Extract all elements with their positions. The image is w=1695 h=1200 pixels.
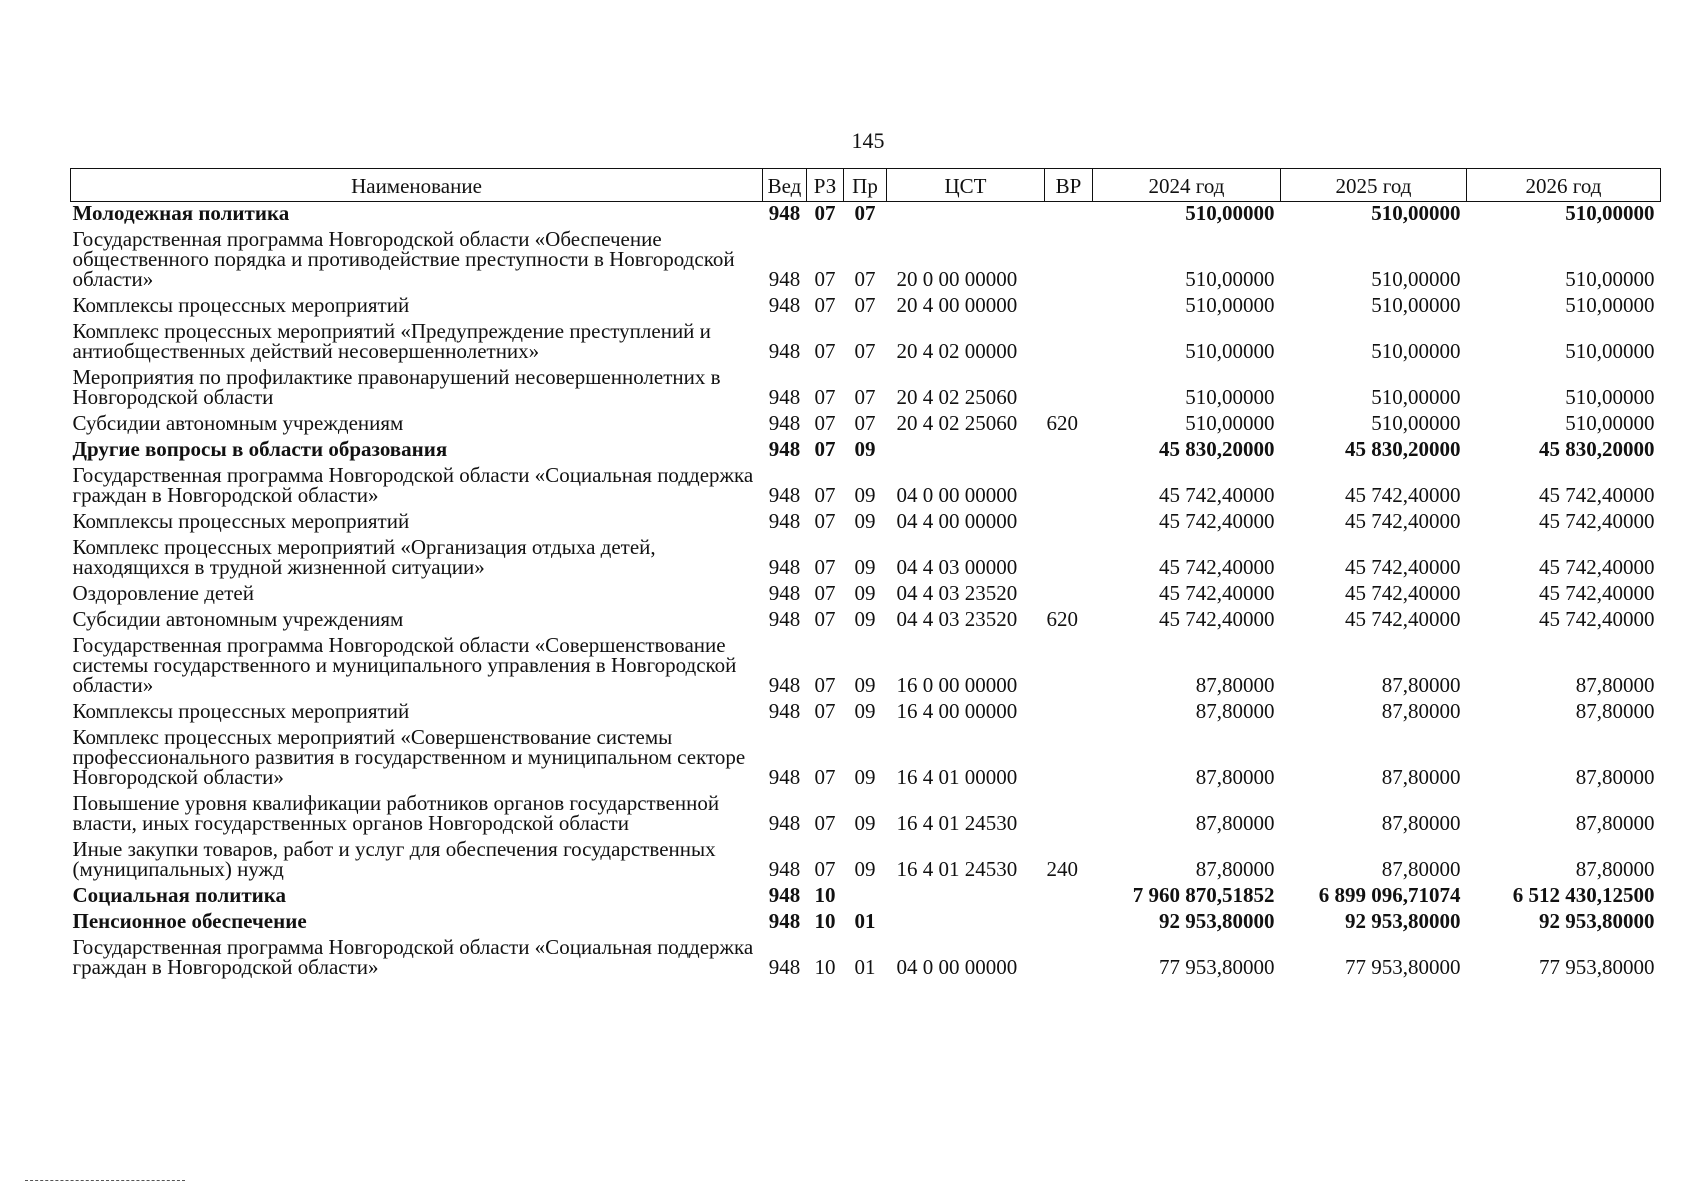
cell-2025: 510,00000 (1371, 293, 1461, 317)
cell-vr (1045, 792, 1093, 838)
cell-vr (1045, 510, 1093, 536)
cell-vr (1045, 536, 1093, 582)
table-row (71, 464, 1661, 510)
cell-name: Комплексы процессных мероприятий (72, 509, 410, 533)
cell-name: Комплексы процессных мероприятий (72, 699, 410, 723)
cell-rz: 07 (814, 483, 836, 507)
cell-ved: 948 (768, 293, 801, 317)
cell-ved: 948 (768, 857, 801, 881)
cell-pr: 07 (854, 201, 876, 225)
cell-rz: 07 (814, 673, 836, 697)
cell-2025: 510,00000 (1371, 201, 1461, 225)
cell-vr (1045, 634, 1093, 700)
cell-cst: 16 0 00 00000 (896, 673, 1018, 697)
table-row (71, 936, 1661, 982)
header-row (71, 169, 1661, 202)
cell-vr: 620 (1046, 607, 1078, 631)
cell-pr: 09 (854, 555, 876, 579)
cell-2024: 87,80000 (1195, 811, 1275, 835)
cell-rz: 07 (814, 509, 836, 533)
cell-rz: 07 (814, 555, 836, 579)
cell-vr (1045, 884, 1093, 910)
cell-rz: 07 (814, 201, 836, 225)
cell-pr: 09 (854, 509, 876, 533)
cell-ved: 948 (768, 555, 801, 579)
cell-2024: 510,00000 (1185, 293, 1275, 317)
cell-name: Мероприятия по профилактике правонарушений несовершеннолетних в Новгородской области (72, 365, 721, 409)
cell-cst (887, 884, 1045, 910)
cell-name: Субсидии автономным учреждениям (72, 607, 404, 631)
cell-name: Государственная программа Новгородской области «Социальная поддержка граждан в Новгородской области» (72, 935, 754, 979)
cell-pr: 07 (854, 267, 876, 291)
cell-2024: 510,00000 (1185, 385, 1275, 409)
cell-vr (1045, 202, 1093, 229)
cell-vr (1045, 228, 1093, 294)
budget-table-container (70, 168, 1660, 982)
cell-2025: 510,00000 (1371, 411, 1461, 435)
cell-cst: 16 4 01 24530 (896, 857, 1018, 881)
cell-2024: 510,00000 (1185, 267, 1275, 291)
cell-pr: 09 (854, 673, 876, 697)
cell-2025: 77 953,80000 (1345, 955, 1461, 979)
cell-2026: 510,00000 (1565, 293, 1655, 317)
cell-2026: 45 742,40000 (1539, 509, 1655, 533)
cell-cst: 20 4 02 25060 (896, 411, 1018, 435)
cell-name: Государственная программа Новгородской области «Социальная поддержка граждан в Новгородской области» (72, 463, 754, 507)
cell-2026: 510,00000 (1565, 385, 1655, 409)
table-row (71, 700, 1661, 726)
cell-vr (1045, 464, 1093, 510)
header-rz: РЗ (807, 169, 844, 202)
cell-2025: 45 742,40000 (1345, 607, 1461, 631)
cell-2024: 45 742,40000 (1159, 509, 1275, 533)
cell-2025: 510,00000 (1371, 267, 1461, 291)
cell-vr (1045, 726, 1093, 792)
table-row (71, 366, 1661, 412)
page-number: 145 (851, 128, 885, 153)
cell-name: Комплекс процессных мероприятий «Совершенствование системы профессионального развития в государственном и муниципальном секторе Новгородской области» (72, 725, 746, 789)
cell-pr: 01 (854, 955, 876, 979)
cell-2025: 92 953,80000 (1345, 909, 1461, 933)
cell-cst: 04 4 03 23520 (896, 607, 1018, 631)
cell-pr: 09 (854, 857, 876, 881)
cell-2026: 510,00000 (1565, 339, 1655, 363)
cell-ved: 948 (768, 385, 801, 409)
cell-ved: 948 (768, 607, 801, 631)
cell-2024: 77 953,80000 (1159, 955, 1275, 979)
cell-rz: 07 (814, 339, 836, 363)
cell-2024: 45 742,40000 (1159, 483, 1275, 507)
cell-name: Комплекс процессных мероприятий «Организация отдыха детей, находящихся в трудной жизненной ситуации» (72, 535, 656, 579)
header-vr: ВР (1045, 169, 1093, 202)
cell-name: Иные закупки товаров, работ и услуг для обеспечения государственных (муниципальных) нужд (72, 837, 716, 881)
cell-cst: 04 4 03 23520 (896, 581, 1018, 605)
cell-pr: 07 (854, 411, 876, 435)
cell-2024: 45 742,40000 (1159, 607, 1275, 631)
table-row (71, 726, 1661, 792)
cell-2026: 45 742,40000 (1539, 581, 1655, 605)
cell-2026: 87,80000 (1575, 811, 1655, 835)
cell-2024: 45 742,40000 (1159, 555, 1275, 579)
cell-ved: 948 (768, 267, 801, 291)
cell-2026: 77 953,80000 (1539, 955, 1655, 979)
cell-rz: 07 (814, 411, 836, 435)
cell-2025: 45 742,40000 (1345, 581, 1461, 605)
cell-pr: 09 (854, 699, 876, 723)
cell-2026: 45 742,40000 (1539, 607, 1655, 631)
cell-ved: 948 (768, 673, 801, 697)
cell-2024: 87,80000 (1195, 673, 1275, 697)
cell-ved: 948 (768, 811, 801, 835)
cell-rz: 07 (814, 293, 836, 317)
cell-pr: 01 (854, 909, 876, 933)
cell-rz: 07 (814, 811, 836, 835)
cell-pr: 09 (854, 607, 876, 631)
table-row (71, 412, 1661, 438)
cell-2024: 510,00000 (1185, 411, 1275, 435)
cell-vr: 240 (1046, 857, 1078, 881)
cell-2024: 510,00000 (1185, 201, 1275, 225)
cell-ved: 948 (768, 201, 801, 225)
cell-2024: 92 953,80000 (1159, 909, 1275, 933)
table-row (71, 202, 1661, 229)
table-row (71, 294, 1661, 320)
cell-cst: 20 0 00 00000 (896, 267, 1018, 291)
cell-ved: 948 (768, 437, 801, 461)
cell-rz: 07 (814, 267, 836, 291)
table-row (71, 838, 1661, 884)
cell-cst: 04 0 00 00000 (896, 483, 1018, 507)
cell-ved: 948 (768, 955, 801, 979)
cell-name: Государственная программа Новгородской области «Обеспечение общественного порядка и противодействие преступности в Новгородской области» (72, 227, 735, 291)
cell-rz: 07 (814, 607, 836, 631)
cell-rz: 07 (814, 857, 836, 881)
cell-2025: 87,80000 (1381, 699, 1461, 723)
cell-ved: 948 (768, 909, 801, 933)
cell-2025: 45 742,40000 (1345, 483, 1461, 507)
cell-ved: 948 (768, 411, 801, 435)
cell-2024: 7 960 870,51852 (1132, 883, 1275, 907)
cell-name: Молодежная политика (72, 201, 290, 225)
cell-rz: 07 (814, 699, 836, 723)
cell-rz: 07 (814, 581, 836, 605)
cell-ved: 948 (768, 339, 801, 363)
header-2024: 2024 год (1093, 169, 1281, 202)
cell-vr (1045, 366, 1093, 412)
cell-pr: 09 (854, 581, 876, 605)
cell-2026: 87,80000 (1575, 699, 1655, 723)
table-row (71, 910, 1661, 936)
cell-pr: 07 (854, 339, 876, 363)
cell-2025: 45 830,20000 (1345, 437, 1461, 461)
cell-2025: 510,00000 (1371, 339, 1461, 363)
cell-name: Комплексы процессных мероприятий (72, 293, 410, 317)
cell-2024: 45 830,20000 (1159, 437, 1275, 461)
cell-cst: 16 4 01 24530 (896, 811, 1018, 835)
table-row (71, 536, 1661, 582)
cell-vr (1045, 320, 1093, 366)
cell-2025: 87,80000 (1381, 857, 1461, 881)
cell-2025: 87,80000 (1381, 811, 1461, 835)
cell-pr (844, 884, 887, 910)
cell-cst: 20 4 02 00000 (896, 339, 1018, 363)
table-row (71, 510, 1661, 536)
cell-vr (1045, 910, 1093, 936)
cell-2025: 45 742,40000 (1345, 509, 1461, 533)
table-row (71, 634, 1661, 700)
cell-vr (1045, 438, 1093, 464)
cell-2025: 6 899 096,71074 (1318, 883, 1461, 907)
cell-name: Пенсионное обеспечение (72, 909, 307, 933)
cell-cst: 20 4 00 00000 (896, 293, 1018, 317)
header-cst: ЦСТ (887, 169, 1045, 202)
budget-table (70, 168, 1661, 982)
cell-rz: 10 (814, 909, 836, 933)
header-ved: Вед (763, 169, 807, 202)
cell-cst: 04 0 00 00000 (896, 955, 1018, 979)
cell-2024: 510,00000 (1185, 339, 1275, 363)
cell-vr (1045, 700, 1093, 726)
cell-2026: 87,80000 (1575, 857, 1655, 881)
cell-2024: 45 742,40000 (1159, 581, 1275, 605)
cell-2025: 45 742,40000 (1345, 555, 1461, 579)
cell-2026: 45 742,40000 (1539, 555, 1655, 579)
header-name: Наименование (71, 169, 763, 202)
cell-rz: 07 (814, 385, 836, 409)
cell-pr: 07 (854, 385, 876, 409)
cell-cst: 16 4 00 00000 (896, 699, 1018, 723)
cell-ved: 948 (768, 765, 801, 789)
cell-rz: 07 (814, 437, 836, 461)
cell-cst: 04 4 00 00000 (896, 509, 1018, 533)
cell-cst (887, 438, 1045, 464)
cell-name: Повышение уровня квалификации работников органов государственной власти, иных государственных органов Новгородской области (72, 791, 720, 835)
cell-2025: 87,80000 (1381, 765, 1461, 789)
cell-name: Государственная программа Новгородской области «Совершенствование системы государственного и муниципального управления в Новгородской области» (72, 633, 737, 697)
cell-2026: 87,80000 (1575, 673, 1655, 697)
cell-2026: 510,00000 (1565, 411, 1655, 435)
cell-2026: 6 512 430,12500 (1512, 883, 1655, 907)
cell-2026: 87,80000 (1575, 765, 1655, 789)
cell-name: Оздоровление детей (72, 581, 254, 605)
cell-cst: 20 4 02 25060 (896, 385, 1018, 409)
table-body (71, 202, 1661, 983)
cell-name: Социальная политика (72, 883, 287, 907)
table-row (71, 438, 1661, 464)
cell-2026: 510,00000 (1565, 267, 1655, 291)
cell-pr: 07 (854, 293, 876, 317)
cell-ved: 948 (768, 699, 801, 723)
cell-2024: 87,80000 (1195, 765, 1275, 789)
cell-2024: 87,80000 (1195, 699, 1275, 723)
cell-cst (887, 910, 1045, 936)
cell-cst (887, 202, 1045, 229)
cell-2026: 510,00000 (1565, 201, 1655, 225)
table-row (71, 228, 1661, 294)
cell-2025: 87,80000 (1381, 673, 1461, 697)
header-2026: 2026 год (1467, 169, 1661, 202)
cell-pr: 09 (854, 811, 876, 835)
cell-vr (1045, 582, 1093, 608)
cell-name: Комплекс процессных мероприятий «Предупреждение преступлений и антиобщественных действий несовершеннолетних» (72, 319, 711, 363)
cell-2026: 45 830,20000 (1539, 437, 1655, 461)
table-row (71, 792, 1661, 838)
cell-2024: 87,80000 (1195, 857, 1275, 881)
table-row (71, 582, 1661, 608)
header-2025: 2025 год (1281, 169, 1467, 202)
header-pr: Пр (844, 169, 887, 202)
cell-pr: 09 (854, 483, 876, 507)
cell-cst: 04 4 03 00000 (896, 555, 1018, 579)
cell-pr: 09 (854, 765, 876, 789)
cell-rz: 10 (814, 955, 836, 979)
table-row (71, 884, 1661, 910)
cell-ved: 948 (768, 509, 801, 533)
cell-pr: 09 (854, 437, 876, 461)
cell-vr (1045, 936, 1093, 982)
cell-ved: 948 (768, 483, 801, 507)
table-row (71, 608, 1661, 634)
cell-2026: 45 742,40000 (1539, 483, 1655, 507)
table-header (71, 169, 1661, 202)
cell-name: Субсидии автономным учреждениям (72, 411, 404, 435)
cell-ved: 948 (768, 581, 801, 605)
footer-divider (25, 1180, 185, 1181)
cell-rz: 07 (814, 765, 836, 789)
cell-vr: 620 (1046, 411, 1078, 435)
cell-ved: 948 (768, 883, 801, 907)
cell-name: Другие вопросы в области образования (72, 437, 448, 461)
table-row (71, 320, 1661, 366)
cell-vr (1045, 294, 1093, 320)
cell-cst: 16 4 01 00000 (896, 765, 1018, 789)
cell-rz: 10 (814, 883, 836, 907)
cell-2026: 92 953,80000 (1539, 909, 1655, 933)
cell-2025: 510,00000 (1371, 385, 1461, 409)
